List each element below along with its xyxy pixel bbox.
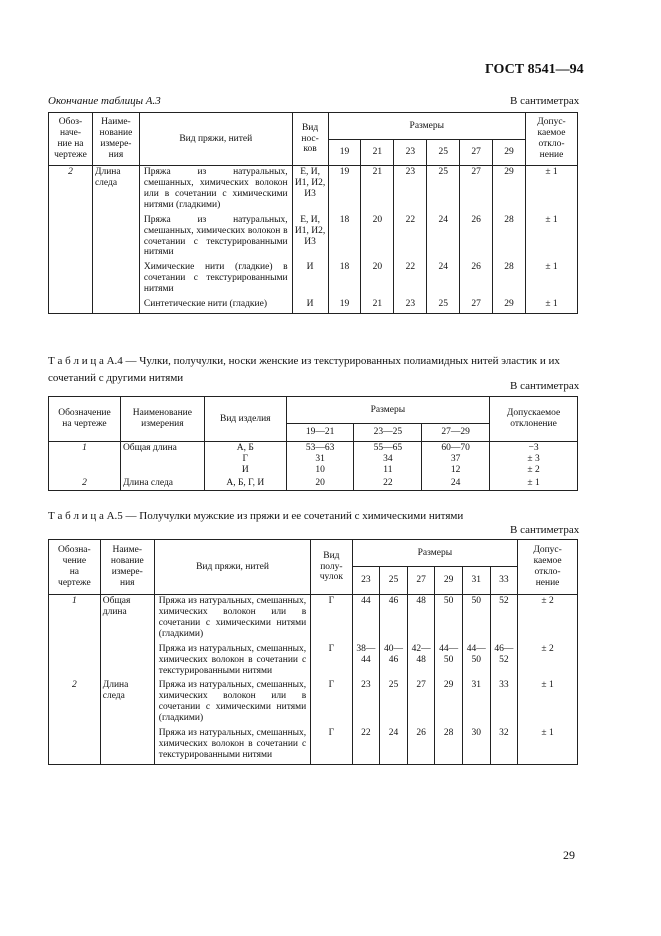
table1 bbox=[48, 112, 578, 314]
t1-value: 26 bbox=[460, 214, 493, 262]
t3-value: 26 bbox=[407, 727, 435, 764]
t3-h-type: Вид полу- чулок bbox=[311, 540, 352, 595]
t2-name: Длина следа bbox=[120, 477, 204, 490]
t3-value: 48 bbox=[407, 595, 435, 643]
table-row bbox=[49, 442, 578, 477]
t1-h-yarn: Вид пряжи, нитей bbox=[139, 113, 292, 166]
t2-name: Общая длина bbox=[120, 442, 204, 477]
t1-value: 28 bbox=[493, 261, 526, 298]
t1-h-designation: Обоз- наче- ние на чертеже bbox=[49, 113, 93, 166]
t3-value: 27 bbox=[407, 679, 435, 727]
t3-value: 50 bbox=[435, 595, 463, 643]
t2-h-sizes: Размеры bbox=[286, 397, 489, 424]
t1-value: 26 bbox=[460, 261, 493, 298]
t3-value: 28 bbox=[435, 727, 463, 764]
t1-value: 24 bbox=[427, 261, 460, 298]
t3-value: 46— 52 bbox=[490, 643, 518, 680]
t3-tolerance: ± 2 bbox=[518, 643, 578, 680]
t2-product: А, Б, Г, И bbox=[204, 477, 286, 490]
t2-h-measurement: Наименование измерения bbox=[120, 397, 204, 442]
t1-value: 23 bbox=[394, 298, 427, 313]
t3-size: 31 bbox=[462, 567, 490, 595]
table-row bbox=[49, 679, 578, 727]
t1-value: 24 bbox=[427, 214, 460, 262]
t1-tolerance: ± 1 bbox=[526, 166, 578, 214]
t1-h-tolerance: Допус- каемое откло- нение bbox=[526, 113, 578, 166]
table-row bbox=[49, 166, 578, 214]
t3-h-tolerance: Допус- каемое откло- нение bbox=[518, 540, 578, 595]
t2-value: 53—63 31 10 bbox=[286, 442, 354, 477]
t2-value: 22 bbox=[354, 477, 422, 490]
t3-value: 40— 46 bbox=[380, 643, 408, 680]
t1-size-27: 27 bbox=[460, 140, 493, 166]
t3-size: 25 bbox=[380, 567, 408, 595]
t2-value: 55—65 34 11 bbox=[354, 442, 422, 477]
t1-yarn: Пряжа из натуральных, смешанных, химических волокон или в сочетании с химическими нитями (гладкими) bbox=[139, 166, 292, 214]
t2-h-designation: Обозначение на чертеже bbox=[49, 397, 121, 442]
t1-type: И bbox=[292, 261, 328, 298]
t2-num: 2 bbox=[49, 477, 121, 490]
t3-value: 22 bbox=[352, 727, 380, 764]
table3-caption: Т а б л и ц а А.5 — Получулки мужские из пряжи и ее сочетаний с химическими нитями bbox=[48, 510, 464, 522]
t1-type: И bbox=[292, 298, 328, 313]
t1-value: 29 bbox=[493, 298, 526, 313]
t3-type: Г bbox=[311, 727, 352, 764]
t1-value: 22 bbox=[394, 261, 427, 298]
t3-size: 27 bbox=[407, 567, 435, 595]
t2-tolerance: −3 ± 3 ± 2 bbox=[490, 442, 578, 477]
t1-value: 21 bbox=[361, 298, 394, 313]
t1-h-type: Вид нос- ков bbox=[292, 113, 328, 166]
t3-h-designation: Обозна- чение на чертеже bbox=[49, 540, 101, 595]
t3-tolerance: ± 2 bbox=[518, 595, 578, 643]
t1-value: 23 bbox=[394, 166, 427, 214]
t1-value: 25 bbox=[427, 298, 460, 313]
table1-units: В сантиметрах bbox=[510, 95, 580, 107]
t3-value: 23 bbox=[352, 679, 380, 727]
table3 bbox=[48, 539, 578, 765]
table2-units: В сантиметрах bbox=[510, 380, 580, 392]
t3-yarn: Пряжа из натуральных, смешанных, химических волокон в сочетании с текстурированными нитями bbox=[154, 727, 310, 764]
t3-value: 50 bbox=[462, 595, 490, 643]
t3-value: 24 bbox=[380, 727, 408, 764]
t3-value: 25 bbox=[380, 679, 408, 727]
t3-value: 44— 50 bbox=[462, 643, 490, 680]
t1-size-25: 25 bbox=[427, 140, 460, 166]
t1-yarn: Синтетические нити (гладкие) bbox=[139, 298, 292, 313]
t1-tolerance: ± 1 bbox=[526, 261, 578, 298]
t2-h-tolerance: Допускаемое отклонение bbox=[490, 397, 578, 442]
t1-size-23: 23 bbox=[394, 140, 427, 166]
t1-value: 20 bbox=[361, 214, 394, 262]
t3-h-yarn: Вид пряжи, нитей bbox=[154, 540, 310, 595]
t2-product: А, Б Г И bbox=[204, 442, 286, 477]
t3-value: 29 bbox=[435, 679, 463, 727]
t1-size-19: 19 bbox=[328, 140, 361, 166]
t3-group-num: 2 bbox=[49, 679, 101, 764]
t1-value: 27 bbox=[460, 166, 493, 214]
t1-group-num: 2 bbox=[49, 166, 93, 314]
table1-caption: Окончание таблицы А.3 bbox=[48, 95, 161, 107]
t2-value: 60—70 37 12 bbox=[422, 442, 490, 477]
t3-group-name: Общая длина bbox=[100, 595, 154, 680]
t3-value: 30 bbox=[462, 727, 490, 764]
t2-value: 20 bbox=[286, 477, 354, 490]
t3-h-measurement: Наиме- нование измере- ния bbox=[100, 540, 154, 595]
t1-value: 18 bbox=[328, 214, 361, 262]
t1-value: 20 bbox=[361, 261, 394, 298]
t3-size: 33 bbox=[490, 567, 518, 595]
standard-code: ГОСТ 8541—94 bbox=[485, 62, 584, 77]
t3-type: Г bbox=[311, 679, 352, 727]
t3-yarn: Пряжа из натуральных, смешанных, химических волокон или в сочетании с химическими нитями (гладкими) bbox=[154, 595, 310, 643]
t3-value: 38— 44 bbox=[352, 643, 380, 680]
t3-value: 46 bbox=[380, 595, 408, 643]
t3-value: 33 bbox=[490, 679, 518, 727]
table-row bbox=[49, 477, 578, 490]
t2-num: 1 bbox=[49, 442, 121, 477]
page-number: 29 bbox=[563, 848, 575, 862]
t1-tolerance: ± 1 bbox=[526, 214, 578, 262]
t3-value: 42— 48 bbox=[407, 643, 435, 680]
t3-value: 44 bbox=[352, 595, 380, 643]
t1-size-29: 29 bbox=[493, 140, 526, 166]
t3-group-num: 1 bbox=[49, 595, 101, 680]
t3-type: Г bbox=[311, 643, 352, 680]
t1-type: Е, И, И1, И2, И3 bbox=[292, 166, 328, 214]
t1-value: 28 bbox=[493, 214, 526, 262]
t3-tolerance: ± 1 bbox=[518, 679, 578, 727]
t2-h-product: Вид изделия bbox=[204, 397, 286, 442]
t1-value: 19 bbox=[328, 298, 361, 313]
t1-yarn: Пряжа из натуральных, смешанных, химических волокон в сочетании с текстурированными нитями bbox=[139, 214, 292, 262]
t1-value: 22 bbox=[394, 214, 427, 262]
table2-caption: Т а б л и ц а А.4 — Чулки, получулки, носки женские из текстурированных полиамидных нитей эластик и их сочетаний с другими нитями bbox=[48, 355, 560, 384]
t1-h-sizes: Размеры bbox=[328, 113, 525, 140]
t2-size: 27—29 bbox=[422, 424, 490, 442]
t1-value: 21 bbox=[361, 166, 394, 214]
t3-yarn: Пряжа из натуральных, смешанных, химических волокон в сочетании с текстурированными нитями bbox=[154, 643, 310, 680]
t2-value: 24 bbox=[422, 477, 490, 490]
t2-size: 23—25 bbox=[354, 424, 422, 442]
table3-units: В сантиметрах bbox=[510, 524, 580, 536]
t3-value: 31 bbox=[462, 679, 490, 727]
t1-value: 18 bbox=[328, 261, 361, 298]
t1-value: 29 bbox=[493, 166, 526, 214]
t3-value: 44— 50 bbox=[435, 643, 463, 680]
t2-tolerance: ± 1 bbox=[490, 477, 578, 490]
t1-group-name: Длина следа bbox=[92, 166, 139, 314]
t1-size-21: 21 bbox=[361, 140, 394, 166]
t1-value: 27 bbox=[460, 298, 493, 313]
t3-h-sizes: Размеры bbox=[352, 540, 518, 567]
t1-value: 25 bbox=[427, 166, 460, 214]
t1-h-measurement: Наиме- нование измере- ния bbox=[92, 113, 139, 166]
t1-yarn: Химические нити (гладкие) в сочетании с текстурированными нитями bbox=[139, 261, 292, 298]
t2-size: 19—21 bbox=[286, 424, 354, 442]
table-row bbox=[49, 595, 578, 643]
t1-type: Е, И, И1, И2, И3 bbox=[292, 214, 328, 262]
t3-yarn: Пряжа из натуральных, смешанных, химических волокон или в сочетании с химическими нитями (гладкими) bbox=[154, 679, 310, 727]
t1-value: 19 bbox=[328, 166, 361, 214]
t3-group-name: Длина следа bbox=[100, 679, 154, 764]
t3-type: Г bbox=[311, 595, 352, 643]
t3-value: 32 bbox=[490, 727, 518, 764]
t3-tolerance: ± 1 bbox=[518, 727, 578, 764]
t3-size: 29 bbox=[435, 567, 463, 595]
t1-tolerance: ± 1 bbox=[526, 298, 578, 313]
table2 bbox=[48, 396, 578, 491]
t3-size: 23 bbox=[352, 567, 380, 595]
t3-value: 52 bbox=[490, 595, 518, 643]
